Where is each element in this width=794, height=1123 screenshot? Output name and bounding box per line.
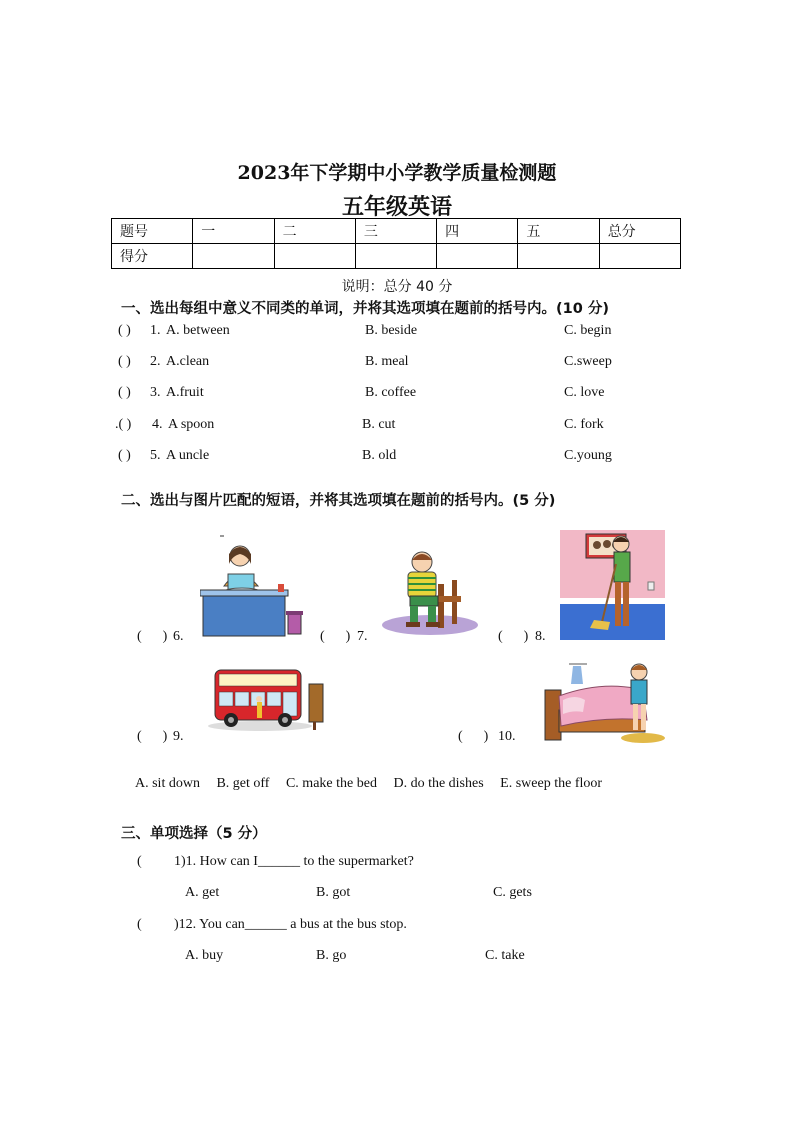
score-cell: 得分: [112, 244, 193, 269]
option-c: C. love: [564, 385, 605, 400]
exam-title: 2023年下学期中小学教学质量检测题: [237, 162, 557, 184]
question-number: 1.: [150, 323, 161, 338]
score-note: 说明：总分 40 分: [341, 279, 453, 295]
answer-bracket[interactable]: ( ): [137, 729, 168, 744]
option-c: C.sweep: [564, 354, 612, 369]
score-cell: 三: [355, 219, 436, 244]
picture-do-the-dishes: [200, 534, 305, 639]
phrase-option: C. make the bed: [285, 776, 377, 791]
answer-bracket[interactable]: (: [137, 917, 163, 932]
item-number: 7.: [357, 629, 368, 644]
score-cell: 一: [193, 219, 274, 244]
option-b: B. cut: [362, 417, 396, 432]
section1-heading: 一、选出每组中意义不同类的单词，并将其选项填在题前的括号内。(10 分): [121, 301, 609, 317]
item-number: 9.: [173, 729, 184, 744]
score-cell: 四: [437, 219, 518, 244]
score-input-cell[interactable]: [193, 244, 274, 269]
phrase-option: B. get off: [216, 776, 270, 791]
option-c: C. take: [485, 948, 525, 963]
option-c: C. begin: [564, 323, 612, 338]
score-cell: 二: [274, 219, 355, 244]
score-input-cell[interactable]: [437, 244, 518, 269]
bus-illustration: [205, 664, 333, 734]
option-a: A uncle: [166, 448, 210, 463]
question-number: 2.: [150, 354, 161, 369]
answer-bracket[interactable]: ( ): [458, 729, 489, 744]
option-b: B. beside: [365, 323, 418, 338]
answer-bracket[interactable]: ( ): [118, 354, 131, 369]
boy-sitting-illustration: [380, 550, 480, 638]
exam-subtitle: 五年级英语: [341, 194, 452, 220]
question-number: 5.: [150, 448, 161, 463]
answer-bracket[interactable]: ( ): [118, 323, 131, 338]
option-b: B. got: [316, 885, 351, 900]
option-a: A.fruit: [166, 385, 204, 400]
option-b: B. go: [316, 948, 347, 963]
answer-bracket[interactable]: ( ): [118, 448, 131, 463]
question-stem: 1)1. How can I______ to the supermarket?: [174, 854, 414, 869]
picture-make-the-bed: [543, 660, 665, 744]
question-number: 3.: [150, 385, 161, 400]
score-cell: 题号: [112, 219, 193, 244]
answer-bracket[interactable]: ( ): [118, 385, 131, 400]
item-number: 8.: [535, 629, 546, 644]
score-input-cell[interactable]: [518, 244, 599, 269]
score-table-score-row: [112, 244, 681, 269]
question-number: 4.: [152, 417, 163, 432]
option-a: A. buy: [185, 948, 224, 963]
phrase-option: D. do the dishes: [393, 776, 484, 791]
score-table-header-row: [112, 219, 681, 244]
phrase-option: A. sit down: [135, 776, 200, 791]
phrase-options: [135, 776, 615, 792]
answer-bracket[interactable]: ( ): [320, 629, 351, 644]
option-b: B. old: [362, 448, 397, 463]
item-number: 6.: [173, 629, 184, 644]
option-b: B. coffee: [365, 385, 417, 400]
score-cell: 五: [518, 219, 599, 244]
option-a: A. between: [166, 323, 230, 338]
answer-bracket[interactable]: (: [137, 854, 163, 869]
woman-washing-dishes-illustration: [200, 534, 305, 639]
score-input-cell[interactable]: [274, 244, 355, 269]
girl-making-bed-illustration: [543, 660, 665, 744]
option-a: A. get: [185, 885, 220, 900]
answer-bracket[interactable]: ( ): [137, 629, 168, 644]
boy-sweeping-illustration: [560, 530, 665, 640]
option-b: B. meal: [365, 354, 409, 369]
phrase-option: E. sweep the floor: [500, 776, 603, 791]
section3-heading: 三、单项选择（5 分）: [121, 826, 267, 842]
score-input-cell[interactable]: [599, 244, 680, 269]
answer-bracket[interactable]: .( ): [115, 417, 132, 432]
picture-sit-down: [380, 550, 480, 638]
question-stem: )12. You can______ a bus at the bus stop.: [174, 917, 407, 932]
option-a: A spoon: [168, 417, 215, 432]
picture-get-off: [205, 664, 333, 734]
section2-heading: 二、选出与图片匹配的短语，并将其选项填在题前的括号内。(5 分): [121, 493, 556, 509]
score-cell: 总分: [599, 219, 680, 244]
item-number: 10.: [498, 729, 516, 744]
score-table: [111, 218, 681, 269]
score-input-cell[interactable]: [355, 244, 436, 269]
answer-bracket[interactable]: ( ): [498, 629, 529, 644]
picture-sweep-the-floor: [560, 530, 665, 640]
option-c: C. fork: [564, 417, 604, 432]
option-a: A.clean: [166, 354, 210, 369]
option-c: C.young: [564, 448, 612, 463]
option-c: C. gets: [493, 885, 532, 900]
